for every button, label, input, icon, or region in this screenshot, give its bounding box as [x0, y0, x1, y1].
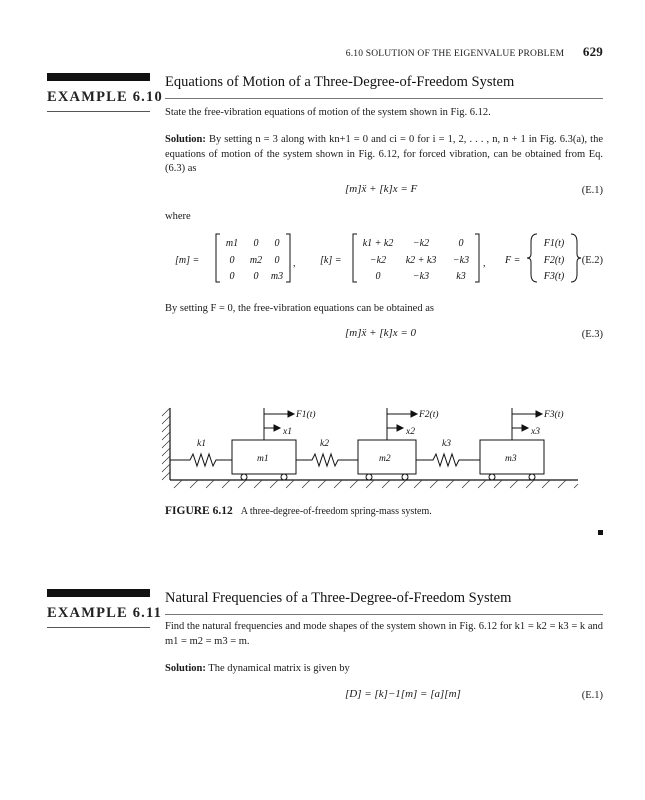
- problem-statement: Find the natural frequencies and mode shapes of the system shown in Fig. 6.12 for k1 = k2 = k3 = k and m1 = m2 = m3 = m.: [165, 621, 603, 647]
- spring: [170, 454, 232, 466]
- wall-hatching: [162, 408, 170, 480]
- matrix-cell: −k2: [412, 238, 430, 249]
- example-bar: [47, 589, 150, 597]
- brace: [527, 234, 537, 282]
- displacement-label: x1: [283, 427, 292, 437]
- mass-label: m2: [379, 454, 391, 464]
- arrow-head: [397, 425, 403, 431]
- matrix-cell: 0: [274, 238, 280, 249]
- equation-number: (E.2): [581, 255, 603, 266]
- force-label: F1(t): [296, 410, 316, 420]
- figure-label: FIGURE 6.12: [165, 505, 233, 517]
- force-label: F2(t): [419, 410, 439, 420]
- matrix-cell: 0: [229, 271, 235, 282]
- vector-cell: F2(t): [543, 255, 565, 266]
- bracket: [353, 234, 357, 282]
- figure-caption: [165, 505, 432, 517]
- vector-cell: F3(t): [543, 271, 565, 282]
- matrix-cell: −k3: [452, 255, 470, 266]
- matrix-equations: [165, 228, 585, 288]
- spring: [416, 454, 480, 466]
- example-title: Equations of Motion of a Three-Degree-of-Freedom System: [165, 74, 515, 90]
- example-bar: [47, 73, 150, 81]
- example-label: EXAMPLE 6.11: [47, 605, 163, 621]
- arrow-head: [411, 411, 417, 417]
- spring-label: k3: [442, 439, 451, 449]
- svg-text:,: ,: [483, 258, 486, 269]
- where-text: where: [165, 211, 191, 222]
- displacement-label: x2: [406, 427, 415, 437]
- equation-e3: [m]ẍ + [k]x = 0: [345, 327, 417, 339]
- bracket: [286, 234, 290, 282]
- free-vibration-text: By setting F = 0, the free-vibration equations can be obtained as: [165, 303, 434, 314]
- ground-hatching: [174, 480, 578, 488]
- brace: [571, 234, 581, 282]
- title-rule: [165, 98, 603, 99]
- example-rule: [47, 111, 150, 112]
- section-title: 6.10 SOLUTION OF THE EIGENVALUE PROBLEM: [345, 49, 565, 59]
- vector-cell: F1(t): [543, 238, 565, 249]
- equation-e1: [D] = [k]−1[m] = [a][m]: [345, 688, 461, 700]
- svg-text:,: ,: [293, 258, 296, 269]
- equation-number: (E.1): [581, 690, 603, 701]
- arrow-head: [522, 425, 528, 431]
- running-head: [346, 44, 603, 60]
- spring: [296, 454, 358, 466]
- wheels: [241, 474, 535, 480]
- matrix-cell: 0: [229, 255, 235, 266]
- solution-text: By setting n = 3 along with kn+1 = 0 and ci = 0 for i = 1, 2, . . . , n, n + 1 in Fig. 6.3(a), the equations of motion of the system shown in Fig. 6.12, for forced vibration, can be obtained from Eq. (6.3) as: [165, 134, 603, 174]
- matrix-cell: 0: [253, 238, 259, 249]
- spring-label: k1: [197, 439, 206, 449]
- matrix-cell: −k2: [369, 255, 387, 266]
- arrow-head: [536, 411, 542, 417]
- solution-label: Solution:: [165, 663, 206, 674]
- matrix-cell: −k3: [412, 271, 430, 282]
- solution-paragraph: [165, 133, 603, 177]
- matrix-cell: k3: [456, 271, 466, 282]
- matrix-cell: 0: [253, 271, 259, 282]
- arrow-head: [274, 425, 280, 431]
- bracket: [475, 234, 479, 282]
- mass-label: m1: [257, 454, 269, 464]
- matrix-cell: k2 + k3: [405, 255, 437, 266]
- matrix-cell: 0: [375, 271, 381, 282]
- m-matrix-label: [m] =: [175, 255, 200, 266]
- force-label: F3(t): [544, 410, 564, 420]
- matrix-cell: 0: [458, 238, 464, 249]
- end-of-example-mark: [598, 530, 603, 535]
- spring-mass-figure: [160, 400, 585, 500]
- bracket: [216, 234, 220, 282]
- displacement-label: x3: [531, 427, 540, 437]
- solution-text: The dynamical matrix is given by: [208, 663, 350, 674]
- problem-statement: State the free-vibration equations of motion of the system shown in Fig. 6.12.: [165, 107, 491, 118]
- title-rule: [165, 614, 603, 615]
- page-number: 629: [582, 44, 603, 59]
- equation-e1: [m]ẍ + [k]x = F: [345, 183, 418, 195]
- matrix-cell: 0: [274, 255, 280, 266]
- k-matrix-label: [k] =: [320, 255, 342, 266]
- matrix-cell: m2: [249, 255, 263, 266]
- figure-caption-text: A three-degree-of-freedom spring-mass system.: [240, 506, 432, 517]
- equation-number: (E.1): [581, 185, 603, 196]
- solution-label: Solution:: [165, 134, 206, 145]
- equation-number: (E.3): [581, 329, 603, 340]
- mass-label: m3: [505, 454, 517, 464]
- f-vector-label: F =: [505, 255, 521, 266]
- example-title: Natural Frequencies of a Three-Degree-of-Freedom System: [165, 590, 512, 606]
- matrix-cell: k1 + k2: [362, 238, 394, 249]
- example-rule: [47, 627, 150, 628]
- matrix-cell: m3: [270, 271, 284, 282]
- spring-label: k2: [320, 439, 329, 449]
- solution-paragraph: [165, 662, 603, 677]
- arrow-head: [288, 411, 294, 417]
- example-label: EXAMPLE 6.10: [47, 89, 163, 105]
- matrix-cell: m1: [225, 238, 239, 249]
